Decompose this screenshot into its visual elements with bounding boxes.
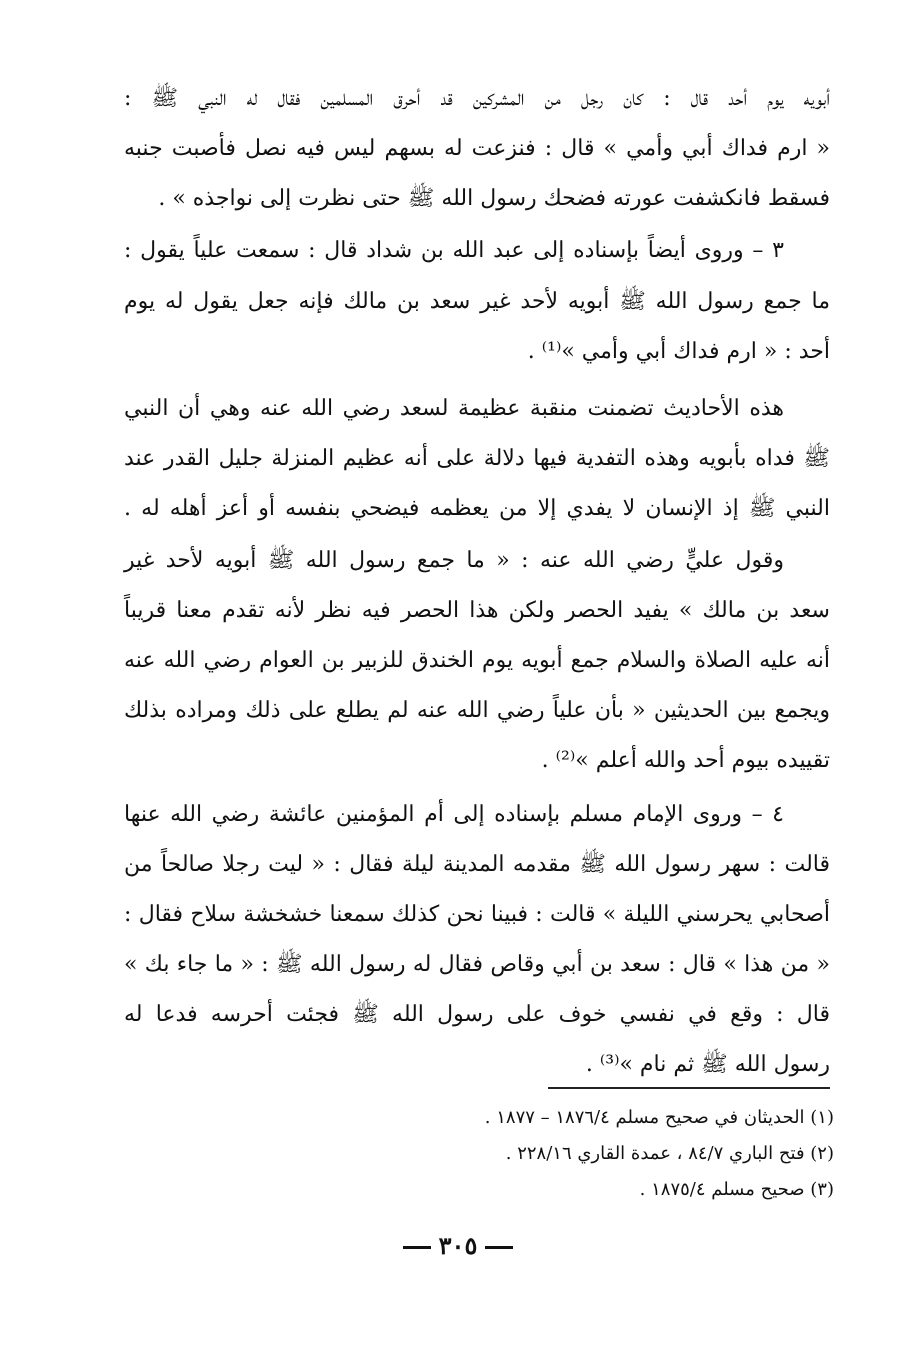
page-number-dash (403, 1246, 431, 1249)
text-line: ﷺ فداه بأبويه وهذه التفدية فيها دلالة على أنه عظيم المنزلة جليل القدر عند (124, 446, 830, 471)
text-line: تقييده بيوم أحد والله أعلم »⁽²⁾ . (541, 748, 830, 773)
text-line: قال : وقع في نفسي خوف على رسول الله ﷺ فجئت أحرسه فدعا له (124, 1002, 830, 1027)
text-line: رسول الله ﷺ ثم نام »⁽³⁾ . (585, 1052, 830, 1077)
text-line: فسقط فانكشفت عورته فضحك رسول الله ﷺ حتى نظرت إلى نواجذه » . (158, 186, 830, 211)
page-number-dash (485, 1246, 513, 1249)
text-line: سعد بن مالك » يفيد الحصر ولكن هذا الحصر فيه نظر لأنه تقدم معنا قريباً (124, 598, 830, 623)
text-line: قالت : سهر رسول الله ﷺ مقدمه المدينة ليلة فقال : « ليت رجلا صالحاً من (124, 852, 830, 877)
text-line: ما جمع رسول الله ﷺ أبويه لأحد غير سعد بن مالك فإنه جعل يقول له يوم (124, 289, 830, 314)
text-line: « ارم فداك أبي وأمي » قال : فنزعت له بسهم ليس فيه نصل فأصبت جنبه (124, 136, 830, 161)
text-line: أصحابي يحرسني الليلة » قالت : فبينا نحن كذلك سمعنا خشخشة سلاح فقال : (124, 902, 830, 927)
text-line: « من هذا » قال : سعد بن أبي وقاص فقال له رسول الله ﷺ : « ما جاء بك » (124, 952, 830, 977)
footnote: (٢) فتح الباري ٨٤/٧ ، عمدة القاري ٢٢٨/١٦ . (505, 1143, 834, 1164)
footnote-divider (548, 1087, 830, 1089)
footnote: (١) الحديثان في صحيح مسلم ١٨٧٦/٤ – ١٨٧٧ . (484, 1107, 834, 1128)
text-line: ويجمع بين الحديثين « بأن علياً رضي الله عنه لم يطلع على ذلك ومراده بذلك (124, 698, 830, 723)
text-line: ٤ – وروى الإمام مسلم بإسناده إلى أم المؤمنين عائشة رضي الله عنها (124, 802, 784, 827)
text-line: أبويه يوم أحد قال : كان رجل من المشركين قد أحرق المسلمين فقال له النبي ﷺ : (124, 86, 830, 111)
text-line: أحد : « ارم فداك أبي وأمي »⁽¹⁾ . (527, 339, 830, 364)
page-number-text: ٣٠٥ (438, 1231, 478, 1260)
page-number (0, 1226, 916, 1266)
text-line: ٣ – وروى أيضاً بإسناده إلى عبد الله بن شداد قال : سمعت علياً يقول : (124, 238, 784, 263)
text-line: وقول عليٍّ رضي الله عنه : « ما جمع رسول الله ﷺ أبويه لأحد غير (124, 548, 784, 573)
text-line: هذه الأحاديث تضمنت منقبة عظيمة لسعد رضي الله عنه وهي أن النبي (124, 396, 784, 421)
footnote: (٣) صحيح مسلم ١٨٧٥/٤ . (639, 1179, 834, 1200)
text-line: النبي ﷺ إذ الإنسان لا يفدي إلا من يعظمه فيضحي بنفسه أو أعز أهله له . (124, 496, 830, 521)
text-line: أنه عليه الصلاة والسلام جمع أبويه يوم الخندق للزبير بن العوام رضي الله عنه (124, 648, 830, 673)
